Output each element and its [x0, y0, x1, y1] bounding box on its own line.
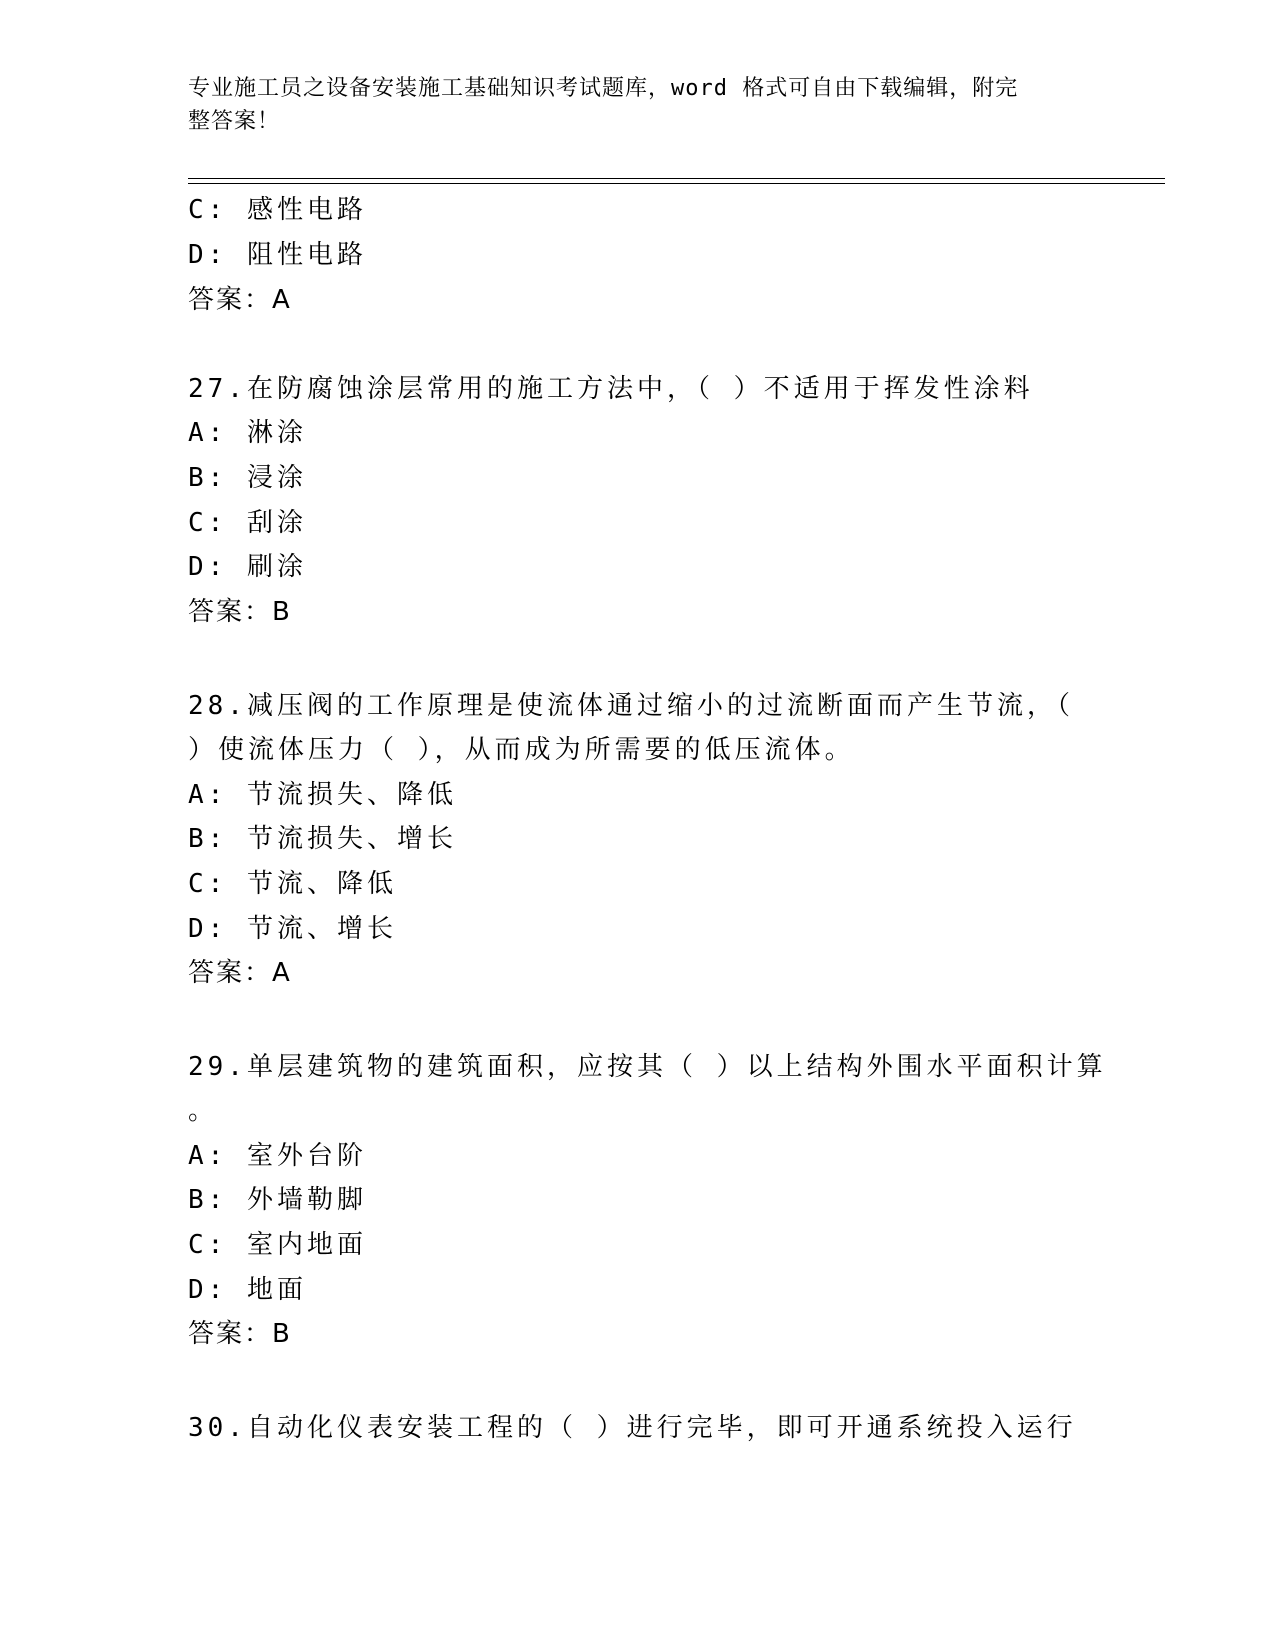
- q27-option-c: C: 刮涂: [188, 508, 307, 538]
- q29-option-d: D: 地面: [188, 1275, 307, 1305]
- q26-option-d: D: 阻性电路: [188, 240, 367, 270]
- q29-stem-line-2: 。: [188, 1096, 219, 1126]
- q28-option-c: C: 节流、降低: [188, 869, 397, 899]
- q29-stem-line-1: 29.单层建筑物的建筑面积，应按其（ ）以上结构外围水平面积计算: [188, 1052, 1107, 1082]
- q30-stem: 30.自动化仪表安装工程的（ ）进行完毕，即可开通系统投入运行: [188, 1413, 1077, 1443]
- q27-option-d: D: 刷涂: [188, 552, 307, 582]
- q29-answer: 答案：B: [188, 1319, 292, 1349]
- header-rule-top: [188, 178, 1165, 179]
- q29-option-c: C: 室内地面: [188, 1230, 367, 1260]
- document-header: [188, 72, 1068, 138]
- q27-answer: 答案：B: [188, 597, 292, 627]
- q29-option-a: A: 室外台阶: [188, 1141, 367, 1171]
- q28-stem-line-2: ）使流体压力（ ），从而成为所需要的低压流体。: [188, 735, 855, 765]
- q28-stem-line-1: 28.减压阀的工作原理是使流体通过缩小的过流断面而产生节流，（: [188, 691, 1074, 721]
- header-line-1: 专业施工员之设备安装施工基础知识考试题库，word 格式可自由下载编辑，附完: [188, 76, 1019, 101]
- q27-option-a: A: 淋涂: [188, 418, 307, 448]
- q29-option-b: B: 外墙勒脚: [188, 1185, 367, 1215]
- q28-option-a: A: 节流损失、降低: [188, 780, 457, 810]
- q28-answer: 答案：A: [188, 958, 292, 988]
- header-line-2: 整答案！: [188, 109, 281, 134]
- header-rule-bottom: [188, 183, 1165, 184]
- q27-stem: 27.在防腐蚀涂层常用的施工方法中，（ ）不适用于挥发性涂料: [188, 374, 1034, 404]
- q27-option-b: B: 浸涂: [188, 463, 307, 493]
- q26-option-c: C: 感性电路: [188, 195, 367, 225]
- q26-answer: 答案：A: [188, 285, 292, 315]
- q28-option-b: B: 节流损失、增长: [188, 824, 457, 854]
- q28-option-d: D: 节流、增长: [188, 914, 397, 944]
